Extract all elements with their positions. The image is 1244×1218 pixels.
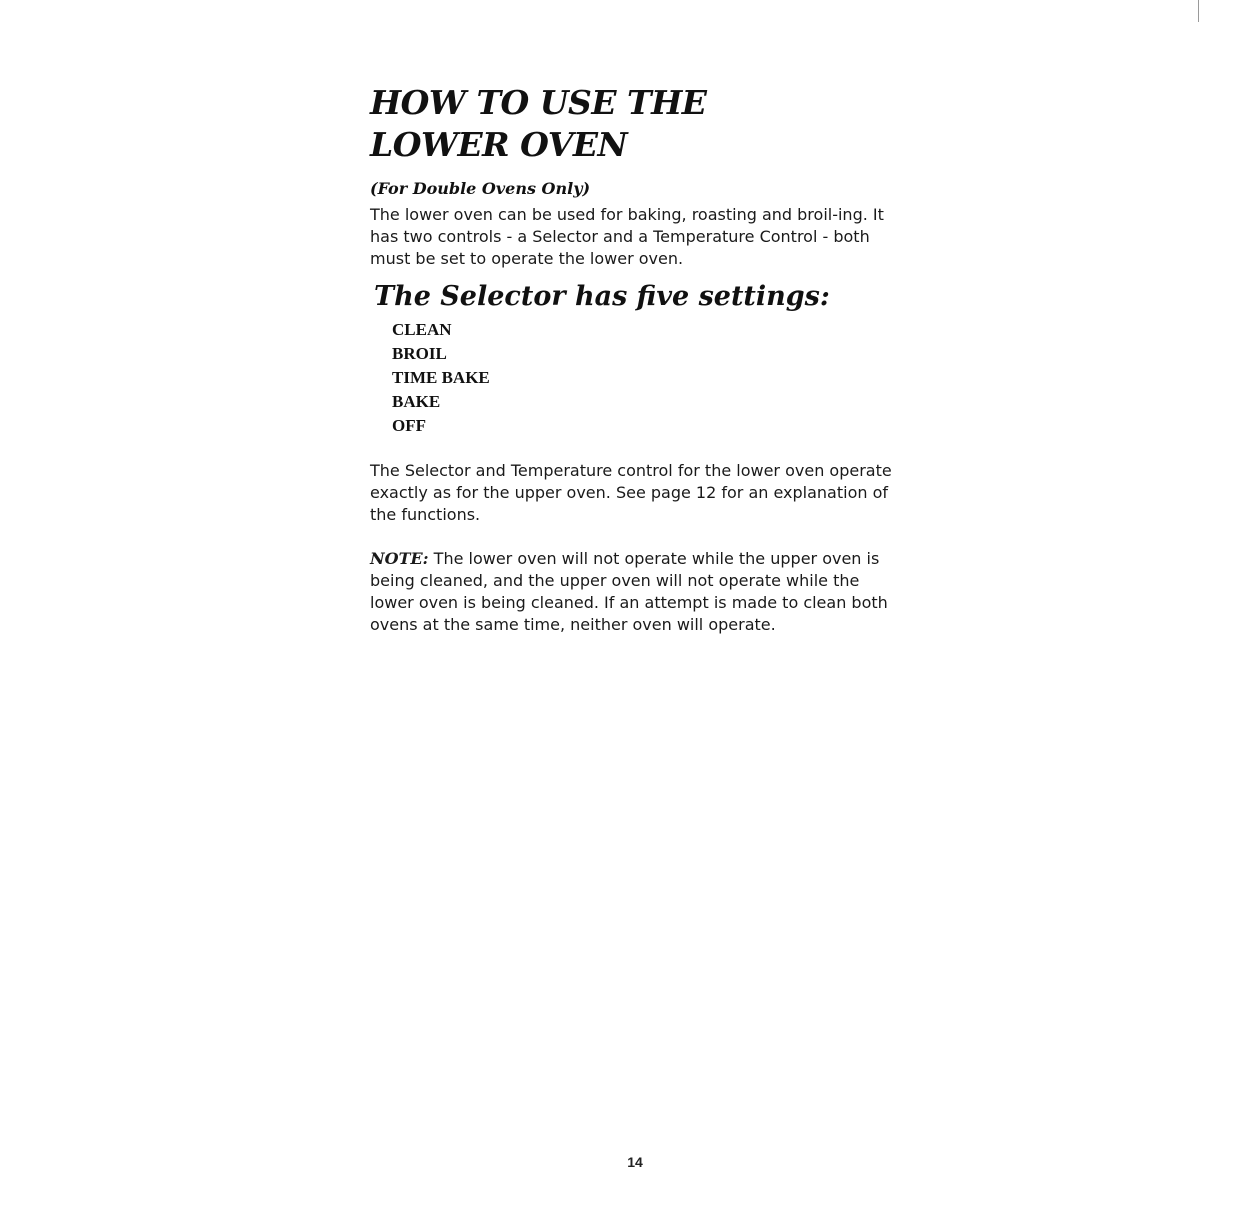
note-text: The lower oven will not operate while the upper oven is being cleaned, and the upper oven will not operate while the lower oven is being cleaned. If an attempt is made to clean both ovens at the same time, neither oven will operate. [370, 549, 888, 634]
setting-item-time-bake: TIME BAKE [392, 368, 490, 387]
page-title [370, 82, 900, 166]
settings-list [392, 318, 900, 438]
setting-item-bake: BAKE [392, 392, 441, 411]
setting-item-broil: BROIL [392, 344, 447, 363]
document-page [370, 82, 900, 636]
intro-paragraph: The lower oven can be used for baking, roasting and broil-ing. It has two controls - a Selector and a Temperature Control - both must be set to operate the lower oven. [370, 205, 884, 268]
page-number: 14 [627, 1154, 643, 1170]
page-title-line-2: LOWER OVEN [370, 125, 628, 164]
setting-item-off: OFF [392, 416, 426, 435]
selector-heading: The Selector has five settings: [374, 281, 830, 312]
note-label: NOTE: [370, 549, 429, 568]
page-edge-mark [1198, 0, 1199, 22]
note-paragraph [370, 548, 900, 636]
page-title-line-1: HOW TO USE THE [370, 83, 707, 122]
page-subtitle: (For Double Ovens Only) [370, 179, 591, 198]
setting-item-clean: CLEAN [392, 320, 452, 339]
selector-paragraph: The Selector and Temperature control for the lower oven operate exactly as for the upper oven. See page 12 for an explanation of the functions. [370, 461, 892, 524]
